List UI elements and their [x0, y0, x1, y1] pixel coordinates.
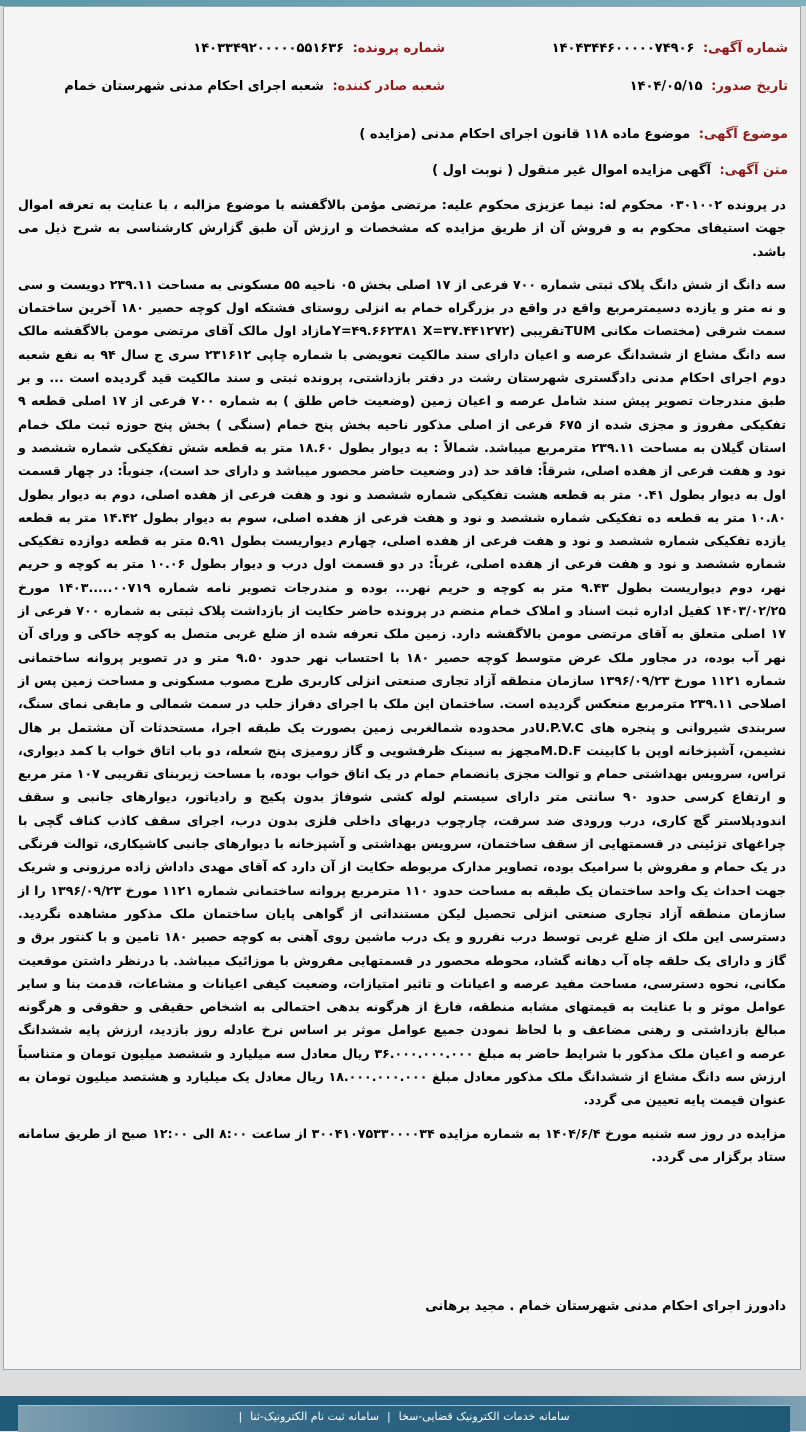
footer-links: [18, 1405, 790, 1432]
case-number-label: شماره پرونده:: [352, 41, 445, 56]
ad-number: [552, 41, 788, 56]
paragraph-auction: مزایده در روز سه شنبه مورخ ۱۴۰۴/۶/۴ به شماره مزایده ۳۰۰۴۱۰۷۵۳۳۰۰۰۰۳۴ از ساعت ۸:۰۰ الی ۱۲:۰۰ صبح از طریق سامانه ستاد برگزار می گردد.: [18, 1125, 786, 1164]
subject: [359, 127, 788, 142]
text-title: [432, 163, 788, 178]
case-number-value: ۱۴۰۳۳۴۹۲۰۰۰۰۰۵۵۱۶۳۶: [193, 41, 345, 56]
paragraph-case: در پرونده ۰۳۰۱۰۰۲ محکوم له: نیما عزیزی محکوم علیه: مرتضی مؤمن بالاگفشه با موضوع مزالبه ، با عنایت به تعرفه اموال جهت استیفای محکوم به و فروش آن از طریق مزایده که مشخصات و ارزش آن طبق گزارش کارشناسی به شرح ذیل می باشد.: [18, 197, 786, 259]
subject-value: موضوع ماده ۱۱۸ قانون اجرای احکام مدنی (مزایده ): [359, 127, 691, 142]
case-number: [193, 41, 445, 56]
issue-date: [630, 79, 788, 94]
separator: |: [238, 1410, 243, 1423]
separator: |: [386, 1410, 391, 1423]
issuer: [64, 79, 445, 94]
issue-date-value: ۱۴۰۴/۰۵/۱۵: [629, 79, 703, 94]
text-title-label: متن آگهی:: [719, 163, 788, 178]
announcement-panel: [3, 6, 801, 1370]
paragraph-property: سه دانگ از شش دانگ پلاک ثبتی شماره ۷۰۰ فرعی از ۱۷ اصلی بخش ۰۵ ناحیه ۵۵ مسکونی به مساحت ۲۳۹.۱۱ دویست و سی و نه متر و یازده دسیمترمربع واقع در واقع در بزرگراه خمام به انزلی روستای فشتکه اول کوچه حصیر ۱۸۰ آخرین ساختمان سمت شرقی (مختصات مکانی TUMتقریبی (Y=۴۹.۶۶۲۳۸۱ X=۳۷.۴۴۱۲۷۲مازاد اول مالک آقای مرتضی مومن بالاگفشه مالک سه دانگ مشاع از ششدانگ عرصه و اعیان دارای سند مالکیت تعویضی با شماره چاپی ۲۳۱۶۱۲ سری ج سال ۹۴ به نفع شعبه دوم اجرای احکام مدنی دادگستری شهرستان رشت در دفتر بازداشتی، پرونده ثبتی و سند مالکیت قید گردیده است ... و بر طبق مندرجات تصویر پیش سند شامل عرصه و اعیان زمین (وضعیت خاص طلق ) به شماره ۷۰۰ فرعی از ۱۷ اصلی قطعه ۹ تفکیکی مفروز و مجزی شده از ۶۷۵ فرعی از اصلی مذکور ناحیه بخش پنج خمام (سنگی ) بخش پنج حوزه ثبت ملک خمام استان گیلان به مساحت ۲۳۹.۱۱ مترمربع میباشد. شمالاً : به دیوار بطول ۱۸.۶۰ متر به قطعه شش تفکیکی شماره ششصد و نود و هفت فرعی از هفده اصلی، شرقاً: فاقد حد (در وضعیت حاضر محصور میباشد و دارای حد است)، جنوباً: در چهار قسمت اول به دیوار بطول ۰.۴۱ متر به قطعه هشت تفکیکی شماره ششصد و نود و هفت فرعی از هفده اصلی، دوم به دیوار بطول ۱۰.۸۰ متر به قطعه ده تفکیکی شماره ششصد و نود و هفت فرعی از هفده اصلی، سوم به دیوار بطول ۱۴.۴۲ متر به قطعه یازده تفکیکی شماره ششصد و نود و هفت فرعی از هفده اصلی، چهارم دیواریست بطول ۵.۹۱ متر به قطعه دوازده تفکیکی شماره ششصد و نود و هفت فرعی از هفده اصلی، غرباً: در دو قسمت اول درب و دیوار بطول ۱۰.۰۶ متر به کوچه و حریم نهر، دوم دیواریست بطول ۹.۴۳ متر به کوچه و حریم نهر... بوده و مندرجات تصویر نامه شماره ۰۰۷۱۹.....۱۴۰۳ مورخ ۱۴۰۳/۰۲/۲۵ کفیل اداره ثبت اسناد و املاک خمام منضم در پرونده حاضر حکایت از بازداشت پلاک ثبتی به شماره ۷۰۰ فرعی از ۱۷ اصلی متعلق به آقای مرتضی مومن بالاگفشه دارد. زمین ملک تعرفه شده از ضلع غربی متصل به کوچه خاکی و ورای آن نهر آب بوده، در مجاور ملک عرض متوسط کوچه حصیر ۱۸۰ با احتساب نهر حدود ۹.۵۰ متر و در تصویر پروانه ساختمانی شماره ۱۱۲۱ مورخ ۱۳۹۶/۰۹/۲۳ سازمان منطقه آزاد تجاری صنعتی انزلی کاربری طرح مصوب مسکونی و مساحت زمین پس از اصلاحی ۲۳۹.۱۱ مترمربع منعکس گردیده است. ساختمان این ملک با اجرای دفراز حلب در سمت شمالی و مابقی نمای سنگ، سربندی شیروانی و پنجره های U.P.V.Cدر محدوده شمالغربی زمین بصورت یک طبقه اجرا، مستحدثات آن مشتمل بر هال نشیمن، آشپزخانه اوپن با کابینت M.D.Fمجهز به سینک ظرفشویی و گاز رومیزی پنج شعله، دو باب اتاق خواب با کمد دیواری، تراس، سرویس بهداشتی حمام و توالت مجزی بانضمام حمام در یک اتاق خواب بوده، با مساحت زیربنای تقریبی ۱۰۷ متر مربع و ارتفاع کرسی حدود ۹۰ سانتی متر دارای سیستم لوله کشی شوفاژ بدون پکیج و رادیاتور، دیوارهای جانبی و سقف اندودپلاستر گچ کاری، درب ورودی ضد سرقت، چارچوب دربهای داخلی فلزی بدون درب، اجرای سقف کاذب کناف گچی با چراغهای تزئینی در قسمتهایی از سقف ساختمان، سرویس بهداشتی و آشپزخانه با دیوارهای جانبی کاشیکاری، توالت فرنگی در یک حمام و مفروش با سرامیک بوده، تصاویر مدارک مربوطه حکایت از آن دارد که آقای مهدی داداش زاده مرزونی و شریک جهت احداث یک واحد ساختمان یک طبقه به مساحت حدود ۱۱۰ مترمربع پروانه ساختمانی شماره ۱۱۲۱ مورخ ۱۳۹۶/۰۹/۲۳ را از سازمان منطقه آزاد تجاری صنعتی انزلی تحصیل لیکن مستنداتی از گواهی پایان ساختمان ملک مذکور مشاهده نگردید. دسترسی این ملک از ضلع غربی توسط درب نفررو و یک درب ماشین روی آهنی به کوچه حصیر ۱۸۰ تامین و با کنتور برق و گاز و دارای یک حلقه چاه آب دهانه گشاد، محوطه محصور در قسمتهایی مفروش با موزائیک میباشد. با درنظر داشتن موقعیت مکانی، نحوه دسترسی، مساحت مفید عرصه و اعیانات و تاثیر امتیازات، وضعیت کیفی اعیانات و مشاعات، قدمت بنا و سایر عوامل موثر و با عنایت به قیمتهای مشابه منطقه، فارغ از هرگونه بدهی احتمالی به اشخاص حقیقی و حقوقی و هرگونه مبالغ بازداشتی و رهنی مضاعف و با لحاظ نمودن جمیع عوامل موثر بر اساس نرخ عادله روز بازدید، ارزش پایه ششدانگ عرصه و اعیان ملک مذکور با شرایط حاضر به مبلغ ۳۶.۰۰۰.۰۰۰.۰۰۰ ریال معادل سه میلیارد و ششصد میلیون تومان و متناسباً ارزش سه دانگ مشاع از ششدانگ ملک مذکور معادل مبلغ ۱۸.۰۰۰.۰۰۰.۰۰۰ ریال معادل یک میلیارد و هشتصد میلیون تومان به عنوان قیمت پایه تعیین می گردد.: [18, 276, 787, 1108]
issuer-label: شعبه صادر کننده:: [332, 79, 445, 94]
text-title-value: آگهی مزایده اموال غیر منقول ( نوبت اول ): [432, 163, 711, 178]
issue-date-label: تاریخ صدور:: [711, 79, 788, 94]
announcement-body: [18, 193, 786, 1178]
footer-link-sana[interactable]: سامانه ثبت نام الکترونیک-ثنا: [250, 1410, 379, 1423]
subject-label: موضوع آگهی:: [698, 127, 788, 142]
ad-number-label: شماره آگهی:: [702, 41, 788, 56]
footer: [0, 1396, 806, 1431]
signature: دادورز اجرای احکام مدنی شهرستان خمام . مجید برهانی: [425, 1299, 786, 1314]
ad-number-value: ۱۴۰۴۳۴۴۶۰۰۰۰۰۷۴۹۰۶: [551, 41, 695, 56]
footer-link-sakha[interactable]: سامانه خدمات الکترونیک قضایی-سخا: [398, 1410, 570, 1423]
issuer-value: شعبه اجرای احکام مدنی شهرستان خمام: [64, 79, 324, 94]
